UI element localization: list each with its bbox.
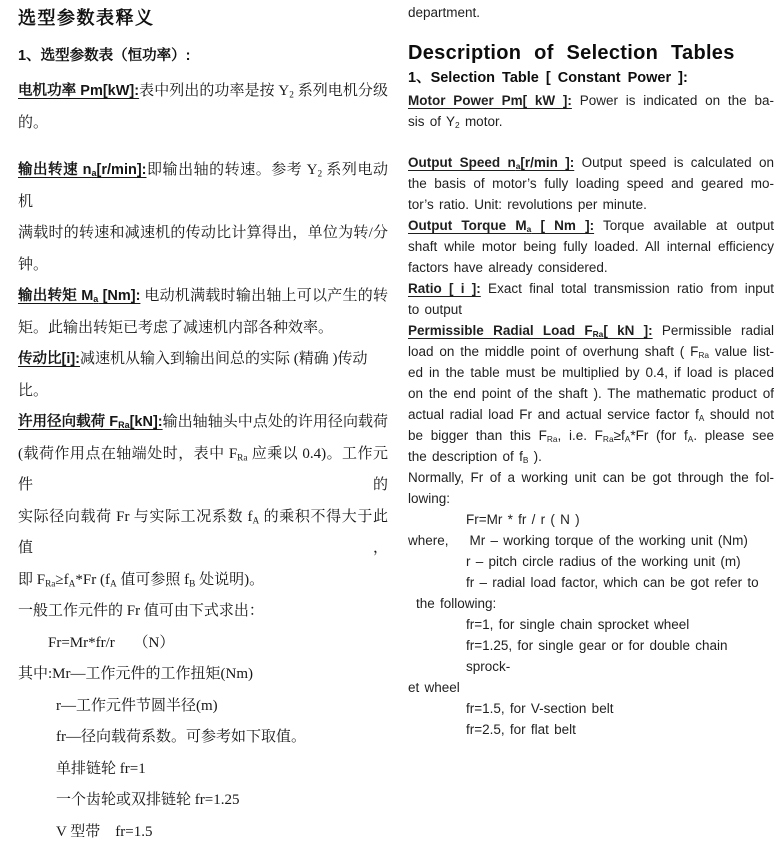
text-fragment (18, 288, 140, 304)
text-fragment (408, 155, 574, 170)
text-fragment: fr – radial load factor, which can be got refer to (466, 575, 759, 590)
text-fragment: 表中列出的功率是按 Y (139, 83, 289, 99)
subscript: Ra (45, 579, 55, 589)
subscript: a (93, 294, 98, 304)
permissible-radial-load-definition-cn (18, 407, 388, 439)
radial-load-formula-cn (18, 628, 388, 660)
output-torque-definition-cn (18, 281, 388, 313)
subscript: Ra (603, 434, 614, 444)
subscript: A (688, 434, 694, 444)
text-line (408, 677, 774, 698)
text-fragment: 系列电机分级 (294, 83, 388, 99)
subscript: a (92, 168, 97, 178)
output-speed-definition (408, 152, 774, 173)
english-text-block (408, 90, 774, 740)
text-fragment (18, 162, 146, 178)
text-fragment: 输出轴轴头中点处的许用径向载荷 (163, 414, 388, 430)
text-fragment: value list- (709, 344, 774, 359)
text-fragment: 矩。此输出转矩已考虑了减速机内部各种效率。 (18, 320, 333, 336)
text-line (18, 313, 388, 345)
chinese-text-block (18, 76, 388, 848)
text-fragment: et wheel (408, 680, 460, 695)
text-line (408, 467, 774, 488)
right-column-english (408, 0, 774, 740)
text-line (18, 565, 388, 597)
text-line (408, 257, 774, 278)
subscript: 2 (317, 169, 322, 179)
text-fragment: fr=1, for single chain sprocket wheel (466, 617, 689, 632)
text-line (408, 111, 774, 132)
subscript: Ra (118, 420, 130, 430)
text-fragment: 处说明)。 (195, 572, 264, 588)
text-fragment: [r/min ]: (520, 155, 574, 170)
subscript: a (516, 161, 521, 171)
text-line (408, 194, 774, 215)
text-fragment: Ratio [ i ]: (408, 281, 481, 296)
ratio-definition (408, 278, 774, 299)
page-title-english: Description of Selection Tables (408, 40, 774, 66)
text-fragment: . please see (693, 428, 774, 443)
text-fragment: 即 F (18, 572, 45, 588)
text-fragment: , i.e. F (558, 428, 603, 443)
text-fragment: Output speed is calculated on (574, 155, 774, 170)
text-fragment: 即输出轴的转速。参考 Y (146, 162, 317, 178)
fr-flat-belt (408, 719, 774, 740)
radial-load-formula (408, 509, 774, 530)
subscript: A (253, 516, 260, 526)
text-line (18, 691, 388, 723)
subscript: 2 (289, 90, 294, 100)
subscript: Ra (237, 453, 247, 463)
text-fragment: *Fr (for f (630, 428, 687, 443)
text-fragment: the basis of motor’s fully loading speed and geared mo- (408, 176, 774, 191)
text-fragment: should not (704, 407, 774, 422)
text-line (408, 488, 774, 509)
text-line (18, 439, 388, 502)
text-fragment: 输出转速 n (18, 162, 92, 178)
text-fragment: the following: (416, 596, 496, 611)
text-fragment: Output Torque M (408, 218, 527, 233)
text-line (408, 530, 774, 551)
ratio-definition-cn (18, 344, 388, 407)
text-fragment: Output Speed n (408, 155, 516, 170)
text-fragment (408, 323, 653, 338)
subscript: A (699, 413, 705, 423)
text-line (18, 250, 388, 282)
subscript: Ra (547, 434, 558, 444)
text-line (408, 425, 774, 446)
text-line (18, 596, 388, 628)
text-fragment: Permissible radial (653, 323, 774, 338)
text-fragment: 应乘以 0.4)。工作元件的 (18, 446, 388, 494)
text-fragment: 传动比[i]: (18, 351, 80, 367)
text-fragment: fr—径向载荷系数。可参考如下取值。 (56, 729, 306, 745)
text-fragment: 一般工作元件的 Fr 值可由下式求出： (18, 603, 264, 619)
text-fragment: 实际径向载荷 Fr 与实际工况系数 f (18, 509, 253, 525)
text-line (408, 299, 774, 320)
text-line (18, 502, 388, 565)
text-fragment: r—工作元件节圆半径(m) (56, 698, 218, 714)
text-line (18, 218, 388, 250)
text-line (18, 659, 388, 691)
text-fragment: Normally, Fr of a working unit can be got through the fol- (408, 470, 774, 485)
text-fragment: be bigger than this F (408, 428, 547, 443)
subscript: B (189, 579, 195, 589)
text-fragment: shaft while motor being fully loaded. All internal efficiency (408, 239, 774, 254)
text-fragment: (载荷作用点在轴端处时，表中 F (18, 446, 237, 462)
text-fragment: Fr=Mr * fr / r ( N ) (466, 512, 580, 527)
text-fragment: factors have already considered. (408, 260, 608, 275)
text-fragment: 一个齿轮或双排链轮 fr=1.25 (56, 792, 239, 808)
section-heading-english: 1、Selection Table [ Constant Power ]: (408, 68, 774, 88)
text-fragment (408, 218, 594, 233)
text-line (408, 236, 774, 257)
carryover-text: department. (408, 4, 774, 22)
text-fragment: fr=1.5, for V-section belt (466, 701, 613, 716)
text-fragment: 系列电动机 (18, 162, 388, 210)
text-fragment: 的乘积不得大于此值， (18, 509, 388, 557)
text-fragment: motor. (460, 114, 503, 129)
text-fragment: ed in the table must be multiplied by 0.4, if load is placed (408, 365, 774, 380)
text-fragment: 的。 (18, 115, 48, 131)
text-fragment: 许用径向载荷 F (18, 414, 118, 430)
text-line (408, 572, 774, 593)
text-line (408, 593, 774, 614)
text-fragment: r – pitch circle radius of the working unit (m) (466, 554, 741, 569)
text-line (18, 108, 388, 140)
output-speed-definition-cn (18, 155, 388, 218)
text-fragment: [ Nm ]: (531, 218, 594, 233)
subscript: B (523, 455, 529, 465)
text-line (408, 341, 774, 362)
text-fragment: ≥f (55, 572, 68, 588)
text-fragment: ≥f (614, 428, 625, 443)
subscript: 2 (455, 120, 460, 130)
page-title-chinese: 选型参数表释义 (18, 6, 388, 30)
text-fragment: 钟。 (18, 257, 48, 273)
fr-single-sprocket-cn (18, 754, 388, 786)
section-heading-chinese: 1、选型参数表（恒功率）: (18, 46, 388, 66)
text-fragment: [Nm]: (98, 288, 140, 304)
text-fragment: [kN]: (130, 414, 163, 430)
text-fragment: Permissible Radial Load F (408, 323, 593, 338)
text-line (408, 404, 774, 425)
permissible-radial-load-definition (408, 320, 774, 341)
text-fragment: tor’s ratio. Unit: revolutions per minute. (408, 197, 647, 212)
text-fragment: lowing: (408, 491, 450, 506)
text-fragment: to output (408, 302, 462, 317)
fr-single-sprocket (408, 614, 774, 635)
left-column-chinese (18, 0, 388, 848)
text-fragment: Fr=Mr*fr/r （N） (48, 635, 174, 651)
text-fragment: ). (528, 449, 542, 464)
subscript: A (69, 579, 76, 589)
text-line (408, 383, 774, 404)
subscript: Ra (698, 350, 709, 360)
subscript: Ra (593, 329, 604, 339)
text-fragment: 电机功率 Pm[kW]: (18, 83, 139, 99)
text-line (408, 362, 774, 383)
motor-power-definition-cn (18, 76, 388, 108)
fr-v-belt (408, 698, 774, 719)
text-fragment: 电动机满载时输出轴上可以产生的转 (140, 288, 388, 304)
text-fragment: 值可参照 f (117, 572, 190, 588)
fr-gear-double-sprocket-cn (18, 785, 388, 817)
text-fragment: Motor Power Pm[ kW ]: (408, 93, 572, 108)
text-fragment: 输出转矩 M (18, 288, 93, 304)
text-fragment: the description of f (408, 449, 523, 464)
fr-gear-double-sprocket (408, 635, 774, 677)
text-fragment: load on the middle point of overhung shaft ( F (408, 344, 698, 359)
output-torque-definition (408, 215, 774, 236)
text-fragment: fr=1.25, for single gear or for double chain sprock- (466, 638, 728, 674)
text-fragment: sis of Y (408, 114, 455, 129)
text-fragment: 单排链轮 fr=1 (56, 761, 146, 777)
text-line (18, 722, 388, 754)
text-fragment: actual radial load Fr and actual service factor f (408, 407, 699, 422)
text-fragment: 其中:Mr—工作元件的工作扭矩(Nm) (18, 666, 253, 682)
text-fragment: 满载时的转速和减速机的传动比计算得出，单位为转/分 (18, 225, 388, 241)
text-fragment: Exact final total transmission ratio from input (481, 281, 774, 296)
text-fragment: [r/min]: (97, 162, 147, 178)
subscript: A (110, 579, 117, 589)
fr-v-belt-cn (18, 817, 388, 848)
text-fragment (18, 414, 163, 430)
text-line (408, 551, 774, 572)
text-fragment: where, Mr – working torque of the working unit (Nm) (408, 533, 748, 548)
text-fragment: Torque available at output (594, 218, 774, 233)
text-fragment: 减速机从输入到输出间总的实际 (精确 )传动比。 (18, 351, 368, 399)
text-line (408, 173, 774, 194)
text-fragment: Power is indicated on the ba- (572, 93, 774, 108)
text-fragment: on the end point of the shaft ). The mathematic product of (408, 386, 774, 401)
subscript: a (527, 224, 532, 234)
text-fragment: V 型带 fr=1.5 (56, 824, 153, 840)
subscript: A (625, 434, 631, 444)
motor-power-definition (408, 90, 774, 111)
text-fragment: [ kN ]: (603, 323, 652, 338)
text-fragment: *Fr (f (75, 572, 110, 588)
text-line (408, 446, 774, 467)
text-fragment: fr=2.5, for flat belt (466, 722, 576, 737)
